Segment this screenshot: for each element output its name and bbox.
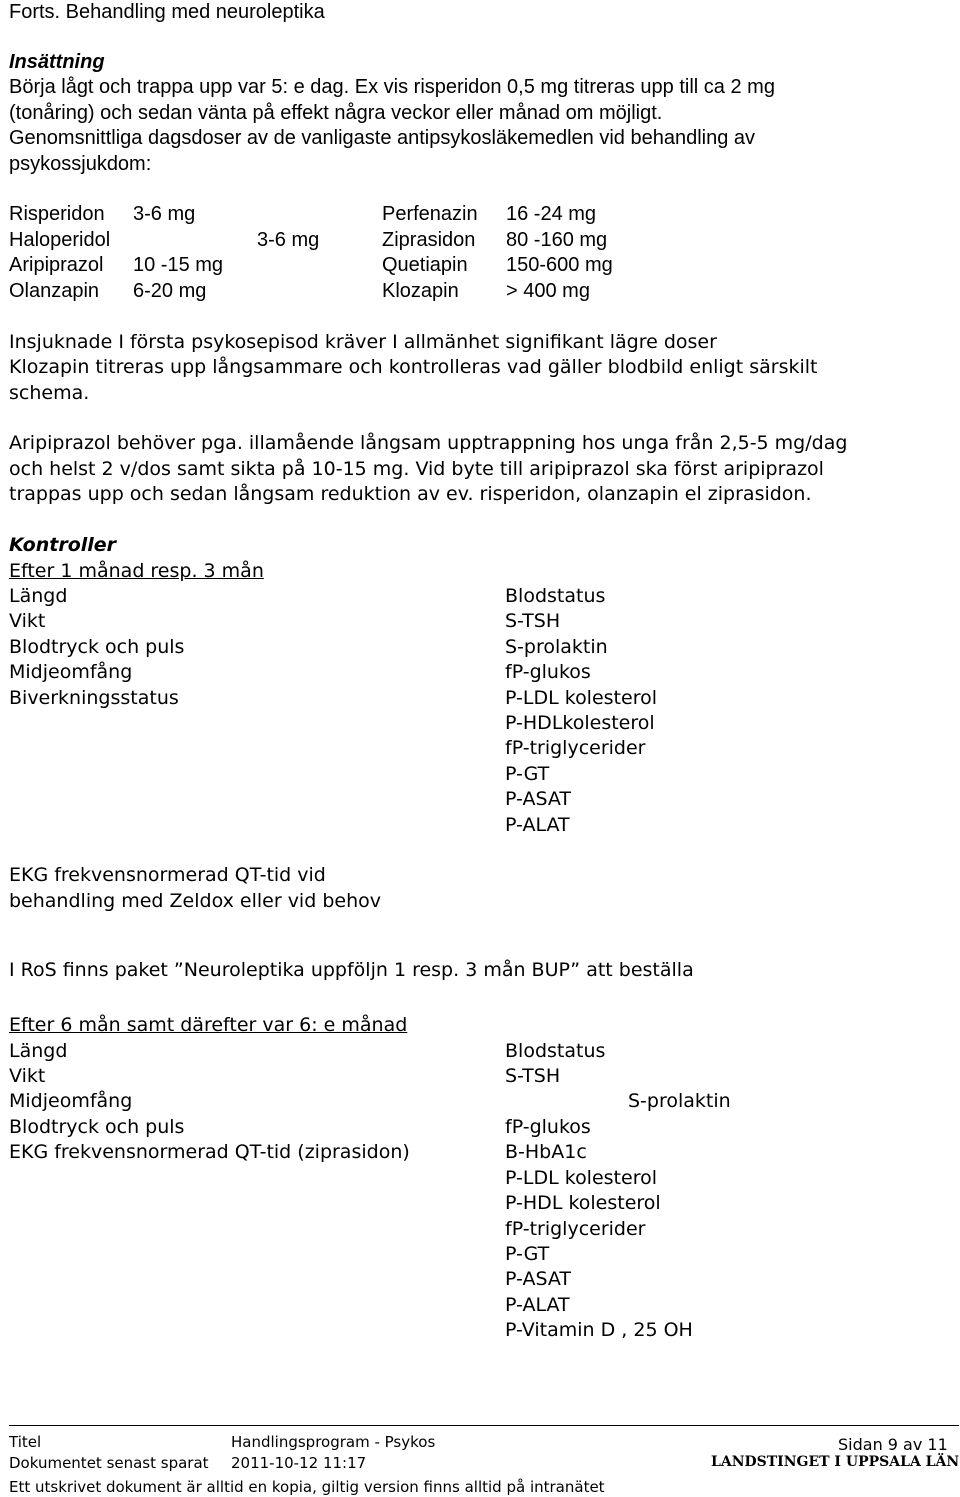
lab-test: P-GT: [505, 763, 550, 785]
lab-test: S-prolaktin: [628, 1090, 731, 1112]
drug-name: Perfenazin: [382, 203, 478, 225]
drug-name: Aripiprazol: [9, 254, 104, 276]
note-line: och helst 2 v/dos samt sikta på 10-15 mg. Vid byte till aripiprazol ska först aripiprazol: [9, 458, 824, 480]
drug-name: Klozapin: [382, 280, 459, 302]
drug-dose: 6-20 mg: [133, 280, 207, 302]
lab-test: B-HbA1c: [505, 1141, 587, 1163]
drug-dose: > 400 mg: [506, 280, 590, 302]
drug-dose: 80 -160 mg: [506, 229, 608, 251]
footer-saved-label: Dokumentet senast sparat: [9, 1454, 209, 1472]
lab-test: fP-glukos: [505, 1116, 591, 1138]
ekg-line: behandling med Zeldox eller vid behov: [9, 890, 381, 912]
note-line: Insjuknade I första psykosepisod kräver I allmänhet signifikant lägre doser: [9, 331, 717, 353]
footer-divider: [9, 1425, 959, 1426]
control-item: Blodtryck och puls: [9, 1116, 185, 1138]
paragraph-line: psykossjukdom:: [9, 153, 152, 175]
control-item: EKG frekvensnormerad QT-tid (ziprasidon): [9, 1141, 410, 1163]
lab-test: S-TSH: [505, 610, 561, 632]
lab-test: Blodstatus: [505, 585, 606, 607]
control-item: Midjeomfång: [9, 1090, 133, 1112]
drug-dose: 3-6 mg: [257, 229, 320, 251]
drug-name: Olanzapin: [9, 280, 100, 302]
lab-test: S-TSH: [505, 1065, 561, 1087]
drug-name: Haloperidol: [9, 229, 111, 251]
note-line: trappas upp och sedan långsam reduktion av ev. risperidon, olanzapin el ziprasidon.: [9, 483, 812, 505]
paragraph-line: (tonåring) och sedan vänta på effekt några veckor eller månad om möjligt.: [9, 102, 663, 124]
footer-title-value: Handlingsprogram - Psykos: [231, 1433, 436, 1451]
lab-test: S-prolaktin: [505, 636, 608, 658]
page-header-title: Forts. Behandling med neuroleptika: [9, 1, 325, 23]
control-item: Vikt: [9, 1065, 46, 1087]
footer-disclaimer: Ett utskrivet dokument är alltid en kopia, giltig version finns alltid på intranätet: [9, 1478, 605, 1496]
lab-test: P-LDL kolesterol: [505, 1167, 657, 1189]
footer-page-number: Sidan 9 av 11: [838, 1435, 948, 1454]
drug-name: Ziprasidon: [382, 229, 476, 251]
ekg-line: EKG frekvensnormerad QT-tid vid: [9, 864, 326, 886]
footer-saved-value: 2011-10-12 11:17: [231, 1454, 367, 1472]
note-line: Klozapin titreras upp långsammare och kontrolleras vad gäller blodbild enligt särskilt: [9, 356, 818, 378]
lab-test: P-ASAT: [505, 788, 572, 810]
control-item: Längd: [9, 585, 68, 607]
drug-dose: 3-6 mg: [133, 203, 196, 225]
paragraph-line: Börja lågt och trappa upp var 5: e dag. Ex vis risperidon 0,5 mg titreras upp till ca 2 mg: [9, 76, 775, 98]
lab-test: P-Vitamin D , 25 OH: [505, 1319, 693, 1341]
drug-dose: 150-600 mg: [506, 254, 613, 276]
control-item: Midjeomfång: [9, 661, 133, 683]
lab-test: P-HDL kolesterol: [505, 1192, 661, 1214]
drug-name: Risperidon: [9, 203, 105, 225]
lab-test: fP-triglycerider: [505, 737, 646, 759]
lab-test: Blodstatus: [505, 1040, 606, 1062]
control-item: Blodtryck och puls: [9, 636, 185, 658]
lab-test: P-HDLkolesterol: [505, 712, 655, 734]
lab-test: fP-glukos: [505, 661, 591, 683]
section-heading-kontroller: Kontroller: [9, 534, 117, 556]
lab-test: P-GT: [505, 1243, 550, 1265]
ros-package-note: I RoS finns paket ”Neuroleptika uppföljn 1 resp. 3 mån BUP” att beställa: [9, 959, 694, 981]
section-heading-insattning: Insättning: [9, 51, 105, 73]
control-item: Biverkningsstatus: [9, 687, 179, 709]
lab-test: P-ASAT: [505, 1268, 572, 1290]
note-line: schema.: [9, 382, 90, 404]
lab-test: P-ALAT: [505, 814, 570, 836]
lab-test: P-LDL kolesterol: [505, 687, 657, 709]
drug-name: Quetiapin: [382, 254, 468, 276]
drug-dose: 10 -15 mg: [133, 254, 224, 276]
footer-title-label: Titel: [9, 1433, 42, 1451]
drug-dose: 16 -24 mg: [506, 203, 597, 225]
subheading-1-3-man: Efter 1 månad resp. 3 mån: [9, 560, 264, 582]
lab-test: P-ALAT: [505, 1294, 570, 1316]
control-item: Längd: [9, 1040, 68, 1062]
control-item: Vikt: [9, 610, 46, 632]
footer-organization: LANDSTINGET I UPPSALA LÄN: [711, 1454, 960, 1470]
subheading-6-man: Efter 6 mån samt därefter var 6: e månad: [9, 1014, 408, 1036]
paragraph-line: Genomsnittliga dagsdoser av de vanligaste antipsykosläkemedlen vid behandling av: [9, 127, 756, 149]
lab-test: fP-triglycerider: [505, 1218, 646, 1240]
note-line: Aripiprazol behöver pga. illamående långsam upptrappning hos unga från 2,5-5 mg/dag: [9, 432, 848, 454]
